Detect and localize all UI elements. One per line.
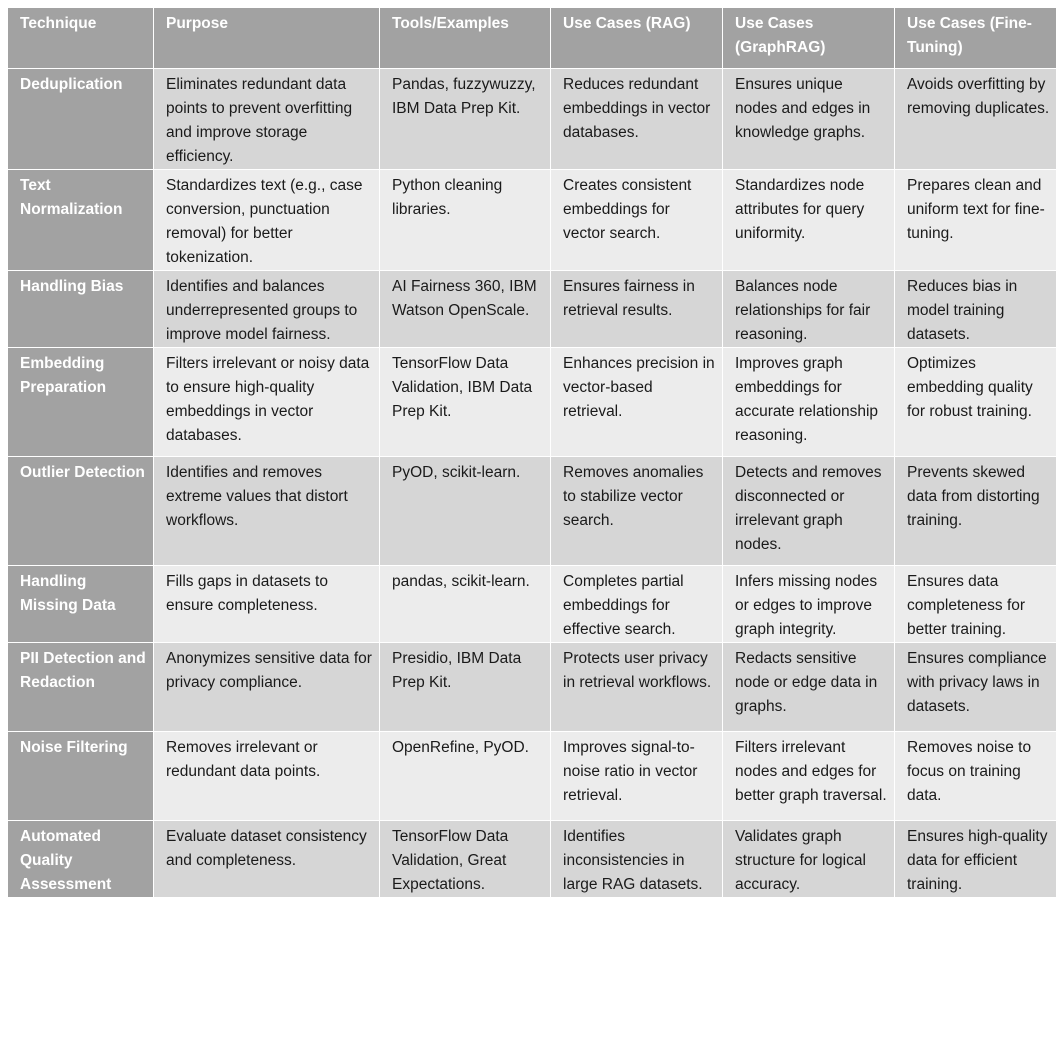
- fine-tuning-cell: Prevents skewed data from distorting training.: [895, 457, 1057, 566]
- rag-cell: Completes partial embeddings for effective search.: [551, 566, 723, 643]
- purpose-cell: Filters irrelevant or noisy data to ensure high-quality embeddings in vector databases.: [154, 348, 380, 457]
- fine-tuning-cell: Prepares clean and uniform text for fine-tuning.: [895, 170, 1057, 271]
- fine-tuning-cell: Avoids overfitting by removing duplicates.: [895, 69, 1057, 170]
- technique-cell: Noise Filtering: [8, 732, 154, 821]
- techniques-table: [7, 7, 1057, 898]
- table-row: [8, 643, 1057, 732]
- rag-cell: Identifies inconsistencies in large RAG datasets.: [551, 821, 723, 898]
- table-row: [8, 170, 1057, 271]
- table-row: [8, 566, 1057, 643]
- graphrag-cell: Filters irrelevant nodes and edges for better graph traversal.: [723, 732, 895, 821]
- rag-cell: Creates consistent embeddings for vector search.: [551, 170, 723, 271]
- table-row: [8, 271, 1057, 348]
- tools-cell: pandas, scikit-learn.: [380, 566, 551, 643]
- tools-cell: TensorFlow Data Validation, IBM Data Prep Kit.: [380, 348, 551, 457]
- table-row: [8, 69, 1057, 170]
- tools-cell: TensorFlow Data Validation, Great Expectations.: [380, 821, 551, 898]
- rag-cell: Enhances precision in vector-based retrieval.: [551, 348, 723, 457]
- purpose-cell: Evaluate dataset consistency and completeness.: [154, 821, 380, 898]
- rag-cell: Removes anomalies to stabilize vector search.: [551, 457, 723, 566]
- graphrag-cell: Validates graph structure for logical accuracy.: [723, 821, 895, 898]
- rag-cell: Reduces redundant embeddings in vector databases.: [551, 69, 723, 170]
- tools-cell: PyOD, scikit-learn.: [380, 457, 551, 566]
- table-row: [8, 732, 1057, 821]
- fine-tuning-cell: Ensures high-quality data for efficient training.: [895, 821, 1057, 898]
- graphrag-cell: Detects and removes disconnected or irrelevant graph nodes.: [723, 457, 895, 566]
- technique-cell: Automated Quality Assessment: [8, 821, 154, 898]
- rag-cell: Improves signal-to-noise ratio in vector retrieval.: [551, 732, 723, 821]
- technique-cell: Text Normalization: [8, 170, 154, 271]
- rag-cell: Ensures fairness in retrieval results.: [551, 271, 723, 348]
- column-header-use-cases-rag: Use Cases (RAG): [551, 8, 723, 69]
- column-header-technique: Technique: [8, 8, 154, 69]
- technique-cell: Outlier Detection: [8, 457, 154, 566]
- table-row: [8, 457, 1057, 566]
- graphrag-cell: Ensures unique nodes and edges in knowledge graphs.: [723, 69, 895, 170]
- fine-tuning-cell: Ensures data completeness for better training.: [895, 566, 1057, 643]
- graphrag-cell: Infers missing nodes or edges to improve graph integrity.: [723, 566, 895, 643]
- purpose-cell: Eliminates redundant data points to prevent overfitting and improve storage efficiency.: [154, 69, 380, 170]
- technique-cell: Deduplication: [8, 69, 154, 170]
- technique-cell: Handling Missing Data: [8, 566, 154, 643]
- graphrag-cell: Balances node relationships for fair reasoning.: [723, 271, 895, 348]
- tools-cell: Presidio, IBM Data Prep Kit.: [380, 643, 551, 732]
- column-header-use-cases-fine-tuning: Use Cases (Fine-Tuning): [895, 8, 1057, 69]
- tools-cell: Python cleaning libraries.: [380, 170, 551, 271]
- table-row: [8, 821, 1057, 898]
- column-header-purpose: Purpose: [154, 8, 380, 69]
- fine-tuning-cell: Reduces bias in model training datasets.: [895, 271, 1057, 348]
- purpose-cell: Anonymizes sensitive data for privacy compliance.: [154, 643, 380, 732]
- tools-cell: Pandas, fuzzywuzzy, IBM Data Prep Kit.: [380, 69, 551, 170]
- fine-tuning-cell: Removes noise to focus on training data.: [895, 732, 1057, 821]
- technique-cell: Embedding Preparation: [8, 348, 154, 457]
- rag-cell: Protects user privacy in retrieval workflows.: [551, 643, 723, 732]
- graphrag-cell: Redacts sensitive node or edge data in graphs.: [723, 643, 895, 732]
- fine-tuning-cell: Ensures compliance with privacy laws in datasets.: [895, 643, 1057, 732]
- graphrag-cell: Standardizes node attributes for query uniformity.: [723, 170, 895, 271]
- table-row: [8, 348, 1057, 457]
- column-header-use-cases-graphrag: Use Cases (GraphRAG): [723, 8, 895, 69]
- purpose-cell: Removes irrelevant or redundant data points.: [154, 732, 380, 821]
- purpose-cell: Fills gaps in datasets to ensure completeness.: [154, 566, 380, 643]
- tools-cell: OpenRefine, PyOD.: [380, 732, 551, 821]
- column-header-tools: Tools/Examples: [380, 8, 551, 69]
- technique-cell: Handling Bias: [8, 271, 154, 348]
- fine-tuning-cell: Optimizes embedding quality for robust training.: [895, 348, 1057, 457]
- purpose-cell: Identifies and removes extreme values that distort workflows.: [154, 457, 380, 566]
- purpose-cell: Identifies and balances underrepresented groups to improve model fairness.: [154, 271, 380, 348]
- header-row: [8, 8, 1057, 69]
- graphrag-cell: Improves graph embeddings for accurate relationship reasoning.: [723, 348, 895, 457]
- purpose-cell: Standardizes text (e.g., case conversion, punctuation removal) for better tokenization.: [154, 170, 380, 271]
- tools-cell: AI Fairness 360, IBM Watson OpenScale.: [380, 271, 551, 348]
- technique-cell: PII Detection and Redaction: [8, 643, 154, 732]
